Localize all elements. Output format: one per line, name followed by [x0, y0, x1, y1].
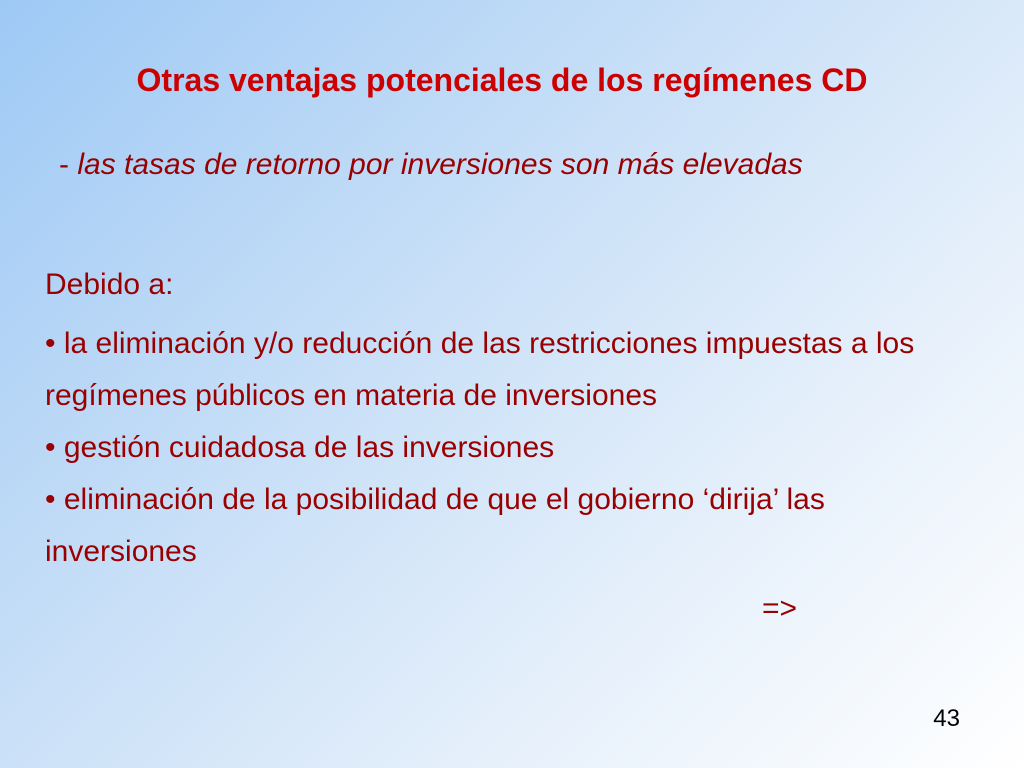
page-number: 43	[933, 705, 960, 732]
bullet-item: • gestión cuidadosa de las inversiones	[45, 431, 555, 464]
subtitle-text: las tasas de retorno por inversiones son más elevadas	[77, 148, 803, 181]
bullet-item: • eliminación de la posibilidad de que el gobierno ‘dirija’ las inversiones	[45, 483, 825, 568]
intro-text: Debido a:	[45, 268, 174, 301]
subtitle-dash: -	[59, 148, 69, 181]
continue-arrow: =>	[762, 592, 798, 625]
bullet-item: • la eliminación y/o reducción de las restricciones impuestas a los regímenes públicos en materia de inversiones	[45, 327, 915, 412]
slide-subtitle	[45, 140, 945, 190]
bullet-list	[45, 318, 965, 578]
slide-title: Otras ventajas potenciales de los regímenes CD	[136, 62, 868, 98]
